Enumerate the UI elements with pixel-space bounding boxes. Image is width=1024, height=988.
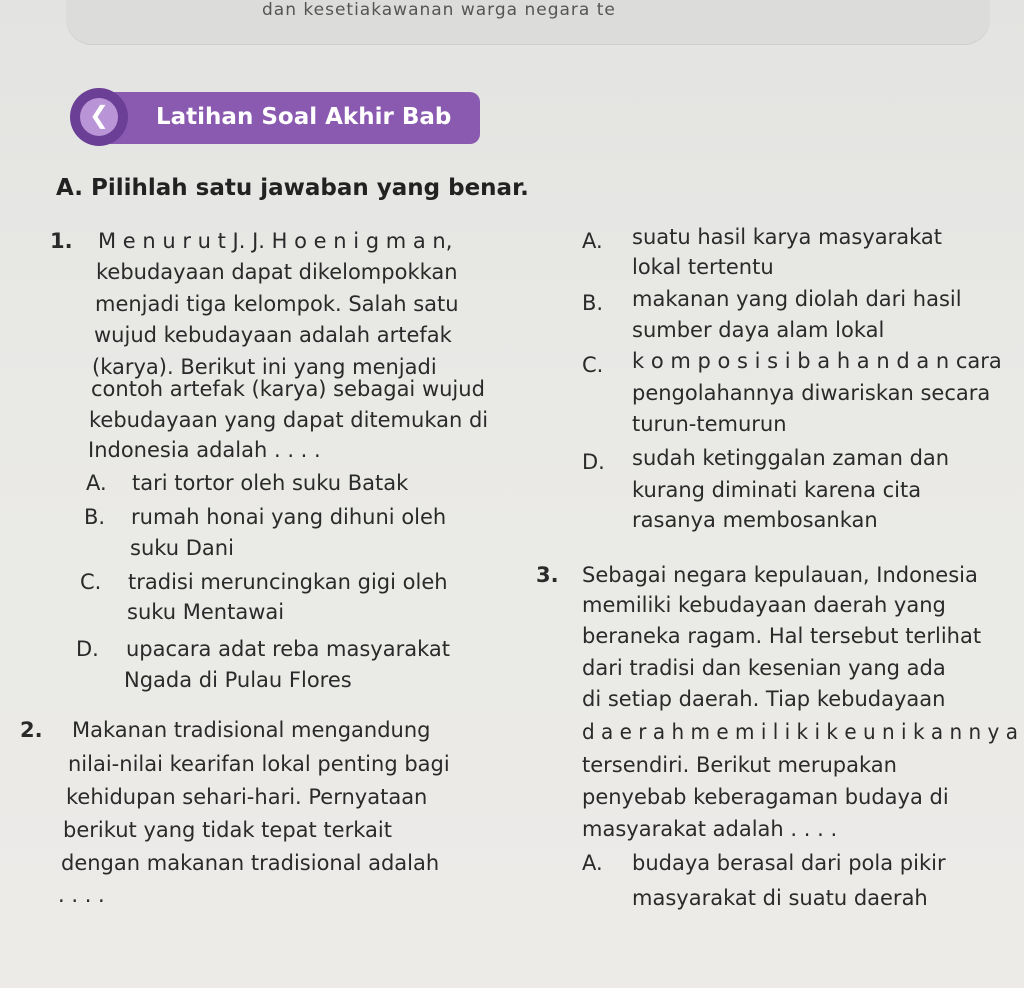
question-1-line: contoh artefak (karya) sebagai wujud: [91, 377, 485, 401]
question-3-option-text: budaya berasal dari pola pikir: [632, 851, 946, 875]
question-2-number: 2.: [20, 718, 43, 742]
question-2-line: . . . .: [58, 883, 105, 907]
question-1-option-text: tari tortor oleh suku Batak: [132, 471, 409, 495]
question-3-option-text: masyarakat di suatu daerah: [632, 886, 928, 910]
section-badge-title: Latihan Soal Akhir Bab: [156, 104, 452, 130]
question-3-option-letter: A.: [582, 851, 603, 875]
question-2-option-letter: D.: [582, 450, 605, 474]
question-2-line: berikut yang tidak tepat terkait: [63, 818, 392, 842]
question-1-option-text: suku Dani: [130, 536, 234, 560]
question-2-option-text: pengolahannya diwariskan secara: [632, 381, 991, 405]
question-1-option-letter: D.: [76, 637, 99, 661]
question-2-option-letter: C.: [582, 353, 604, 377]
question-2-option-text: turun-temurun: [632, 412, 787, 436]
arrow-left-icon: ❮: [88, 101, 110, 129]
question-1-line: menjadi tiga kelompok. Salah satu: [95, 292, 459, 316]
question-2-line: Makanan tradisional mengandung: [72, 718, 431, 742]
question-3-line: di setiap daerah. Tiap kebudayaan: [582, 687, 946, 711]
question-2-option-text: sudah ketinggalan zaman dan: [632, 446, 950, 470]
question-2-option-text: lokal tertentu: [632, 255, 774, 279]
question-3-line: penyebab keberagaman budaya di: [582, 785, 949, 809]
question-1-line: (karya). Berikut ini yang menjadi: [92, 355, 437, 379]
question-2-option-letter: A.: [582, 229, 603, 253]
question-2-line: kehidupan sehari-hari. Pernyataan: [66, 785, 428, 809]
question-1-option-text: rumah honai yang dihuni oleh: [131, 505, 447, 529]
question-3-line: dari tradisi dan kesenian yang ada: [582, 656, 946, 680]
section-heading: A. Pilihlah satu jawaban yang benar.: [56, 175, 529, 201]
question-1-option-text: upacara adat reba masyarakat: [126, 637, 451, 661]
question-1-number: 1.: [50, 229, 73, 253]
question-1-option-letter: C.: [80, 570, 102, 594]
question-2-option-text: kurang diminati karena cita: [632, 478, 922, 502]
question-2-line: nilai-nilai kearifan lokal penting bagi: [68, 752, 450, 776]
question-2-option-letter: B.: [582, 291, 604, 315]
question-1-option-letter: A.: [86, 471, 107, 495]
question-1-line: M e n u r u t J. J. H o e n i g m a n,: [98, 229, 453, 253]
question-1-line: wujud kebudayaan adalah artefak: [94, 323, 452, 347]
question-3-line: masyarakat adalah . . . .: [582, 817, 838, 841]
question-3-line: beraneka ragam. Hal tersebut terlihat: [582, 624, 982, 648]
question-3-line: memiliki kebudayaan daerah yang: [582, 593, 946, 617]
question-1-option-letter: B.: [84, 505, 106, 529]
question-3-line: Sebagai negara kepulauan, Indonesia: [582, 563, 978, 587]
question-1-line: kebudayaan yang dapat ditemukan di: [89, 408, 489, 432]
question-2-option-text: makanan yang diolah dari hasil: [632, 287, 962, 311]
question-3-line: d a e r a h m e m i l i k i k e u n i k a n n y a: [582, 720, 1018, 744]
question-2-option-text: sumber daya alam lokal: [632, 318, 885, 342]
question-2-option-text: suatu hasil karya masyarakat: [632, 225, 943, 249]
question-2-option-text: k o m p o s i s i b a h a n d a n cara: [632, 349, 1002, 373]
question-1-option-text: Ngada di Pulau Flores: [124, 668, 352, 692]
question-3-line: tersendiri. Berikut merupakan: [582, 753, 897, 777]
question-2-option-text: rasanya membosankan: [632, 508, 878, 532]
question-1-line: kebudayaan dapat dikelompokkan: [96, 260, 458, 284]
previous-section-text: dan kesetiakawanan warga negara te: [262, 0, 616, 20]
question-3-number: 3.: [536, 563, 559, 587]
question-1-option-text: tradisi meruncingkan gigi oleh: [128, 570, 448, 594]
question-1-option-text: suku Mentawai: [127, 600, 285, 624]
question-1-line: Indonesia adalah . . . .: [88, 438, 321, 462]
question-2-line: dengan makanan tradisional adalah: [61, 851, 440, 875]
